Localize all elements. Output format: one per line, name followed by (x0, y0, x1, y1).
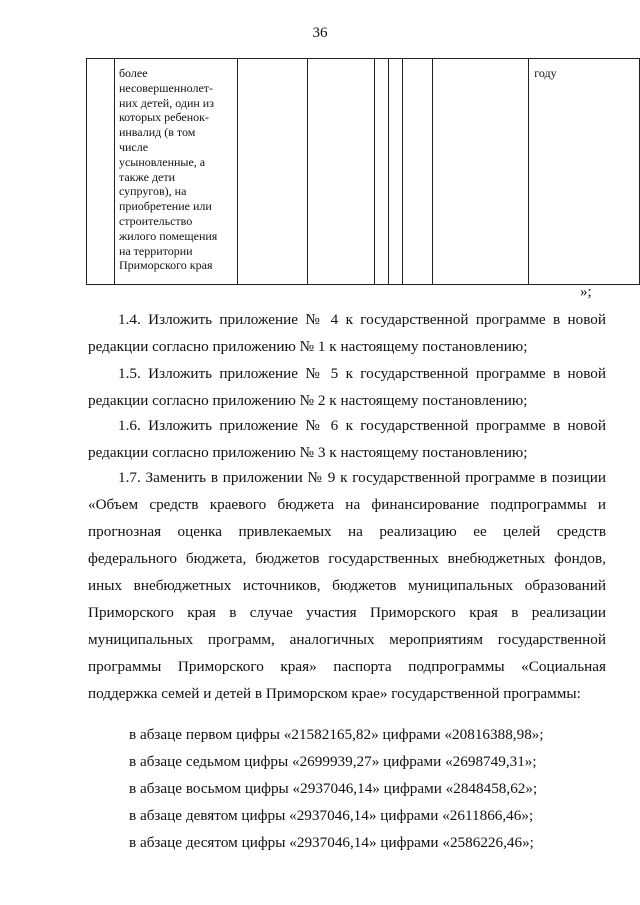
table-cell-number (87, 59, 115, 285)
paragraph-1-5-text: 1.5. Изложить приложение № 5 к государственной программе в новой редакции согласно приложению № 2 к настоящему постановлению; (88, 365, 606, 409)
table-cell (432, 59, 529, 285)
closing-quote: »; (580, 284, 592, 300)
replacement-line-5: в абзаце десятом цифры «2937046,14» цифрами «2586226,46»; (129, 834, 534, 851)
paragraph-1-7-text: 1.7. Заменить в приложении № 9 к государственной программе в позиции «Объем средств краевого бюджета на финансирование подпрограммы и прогнозная оценка привлекаемых на реализацию ее целей средств федерального бюджета, бюджетов государственных внебюджетных фондов, иных внебюджетных источников, бюджетов муниципальных образований Приморского края в случае участия Приморского края в реализации муниципальных программ, аналогичных мероприятиям государственной программы Приморского края» паспорта подпрограммы «Социальная поддержка семей и детей в Приморском крае» государственной программы: (88, 469, 606, 702)
paragraph-1-4-text: 1.4. Изложить приложение № 4 к государственной программе в новой редакции согласно приложению № 1 к настоящему постановлению; (88, 311, 606, 355)
table-cell (388, 59, 402, 285)
paragraph-1-7 (88, 464, 606, 707)
replacement-line-1: в абзаце первом цифры «21582165,82» цифрами «20816388,98»; (129, 726, 544, 743)
replacement-line-2: в абзаце седьмом цифры «2699939,27» цифрами «2698749,31»; (129, 753, 537, 770)
table-cell (402, 59, 432, 285)
table-row (87, 59, 640, 285)
paragraph-1-6 (88, 412, 606, 466)
table-cell-description (114, 59, 237, 285)
table-cell-description-text: более несовершеннолет- них детей, один из которых ребенок- инвалид (в том числе усыновленные, а также дети супругов), на приобретение или строительство жилого помещения на территории Приморского края (118, 66, 218, 273)
replacement-line-3: в абзаце восьмом цифры «2937046,14» цифрами «2848458,62»; (129, 780, 538, 797)
paragraph-1-4 (88, 306, 606, 360)
table-fragment (86, 58, 640, 285)
paragraph-1-6-text: 1.6. Изложить приложение № 6 к государственной программе в новой редакции согласно приложению № 3 к настоящему постановлению; (88, 417, 606, 461)
table-cell (374, 59, 388, 285)
table-cell (307, 59, 374, 285)
page-number: 36 (312, 25, 328, 41)
replacement-line-4: в абзаце девятом цифры «2937046,14» цифрами «2611866,46»; (129, 807, 534, 824)
table-cell-deadline (529, 59, 640, 285)
paragraph-1-5 (88, 360, 606, 414)
table-cell-deadline-text: году (534, 66, 557, 80)
table-cell (238, 59, 308, 285)
